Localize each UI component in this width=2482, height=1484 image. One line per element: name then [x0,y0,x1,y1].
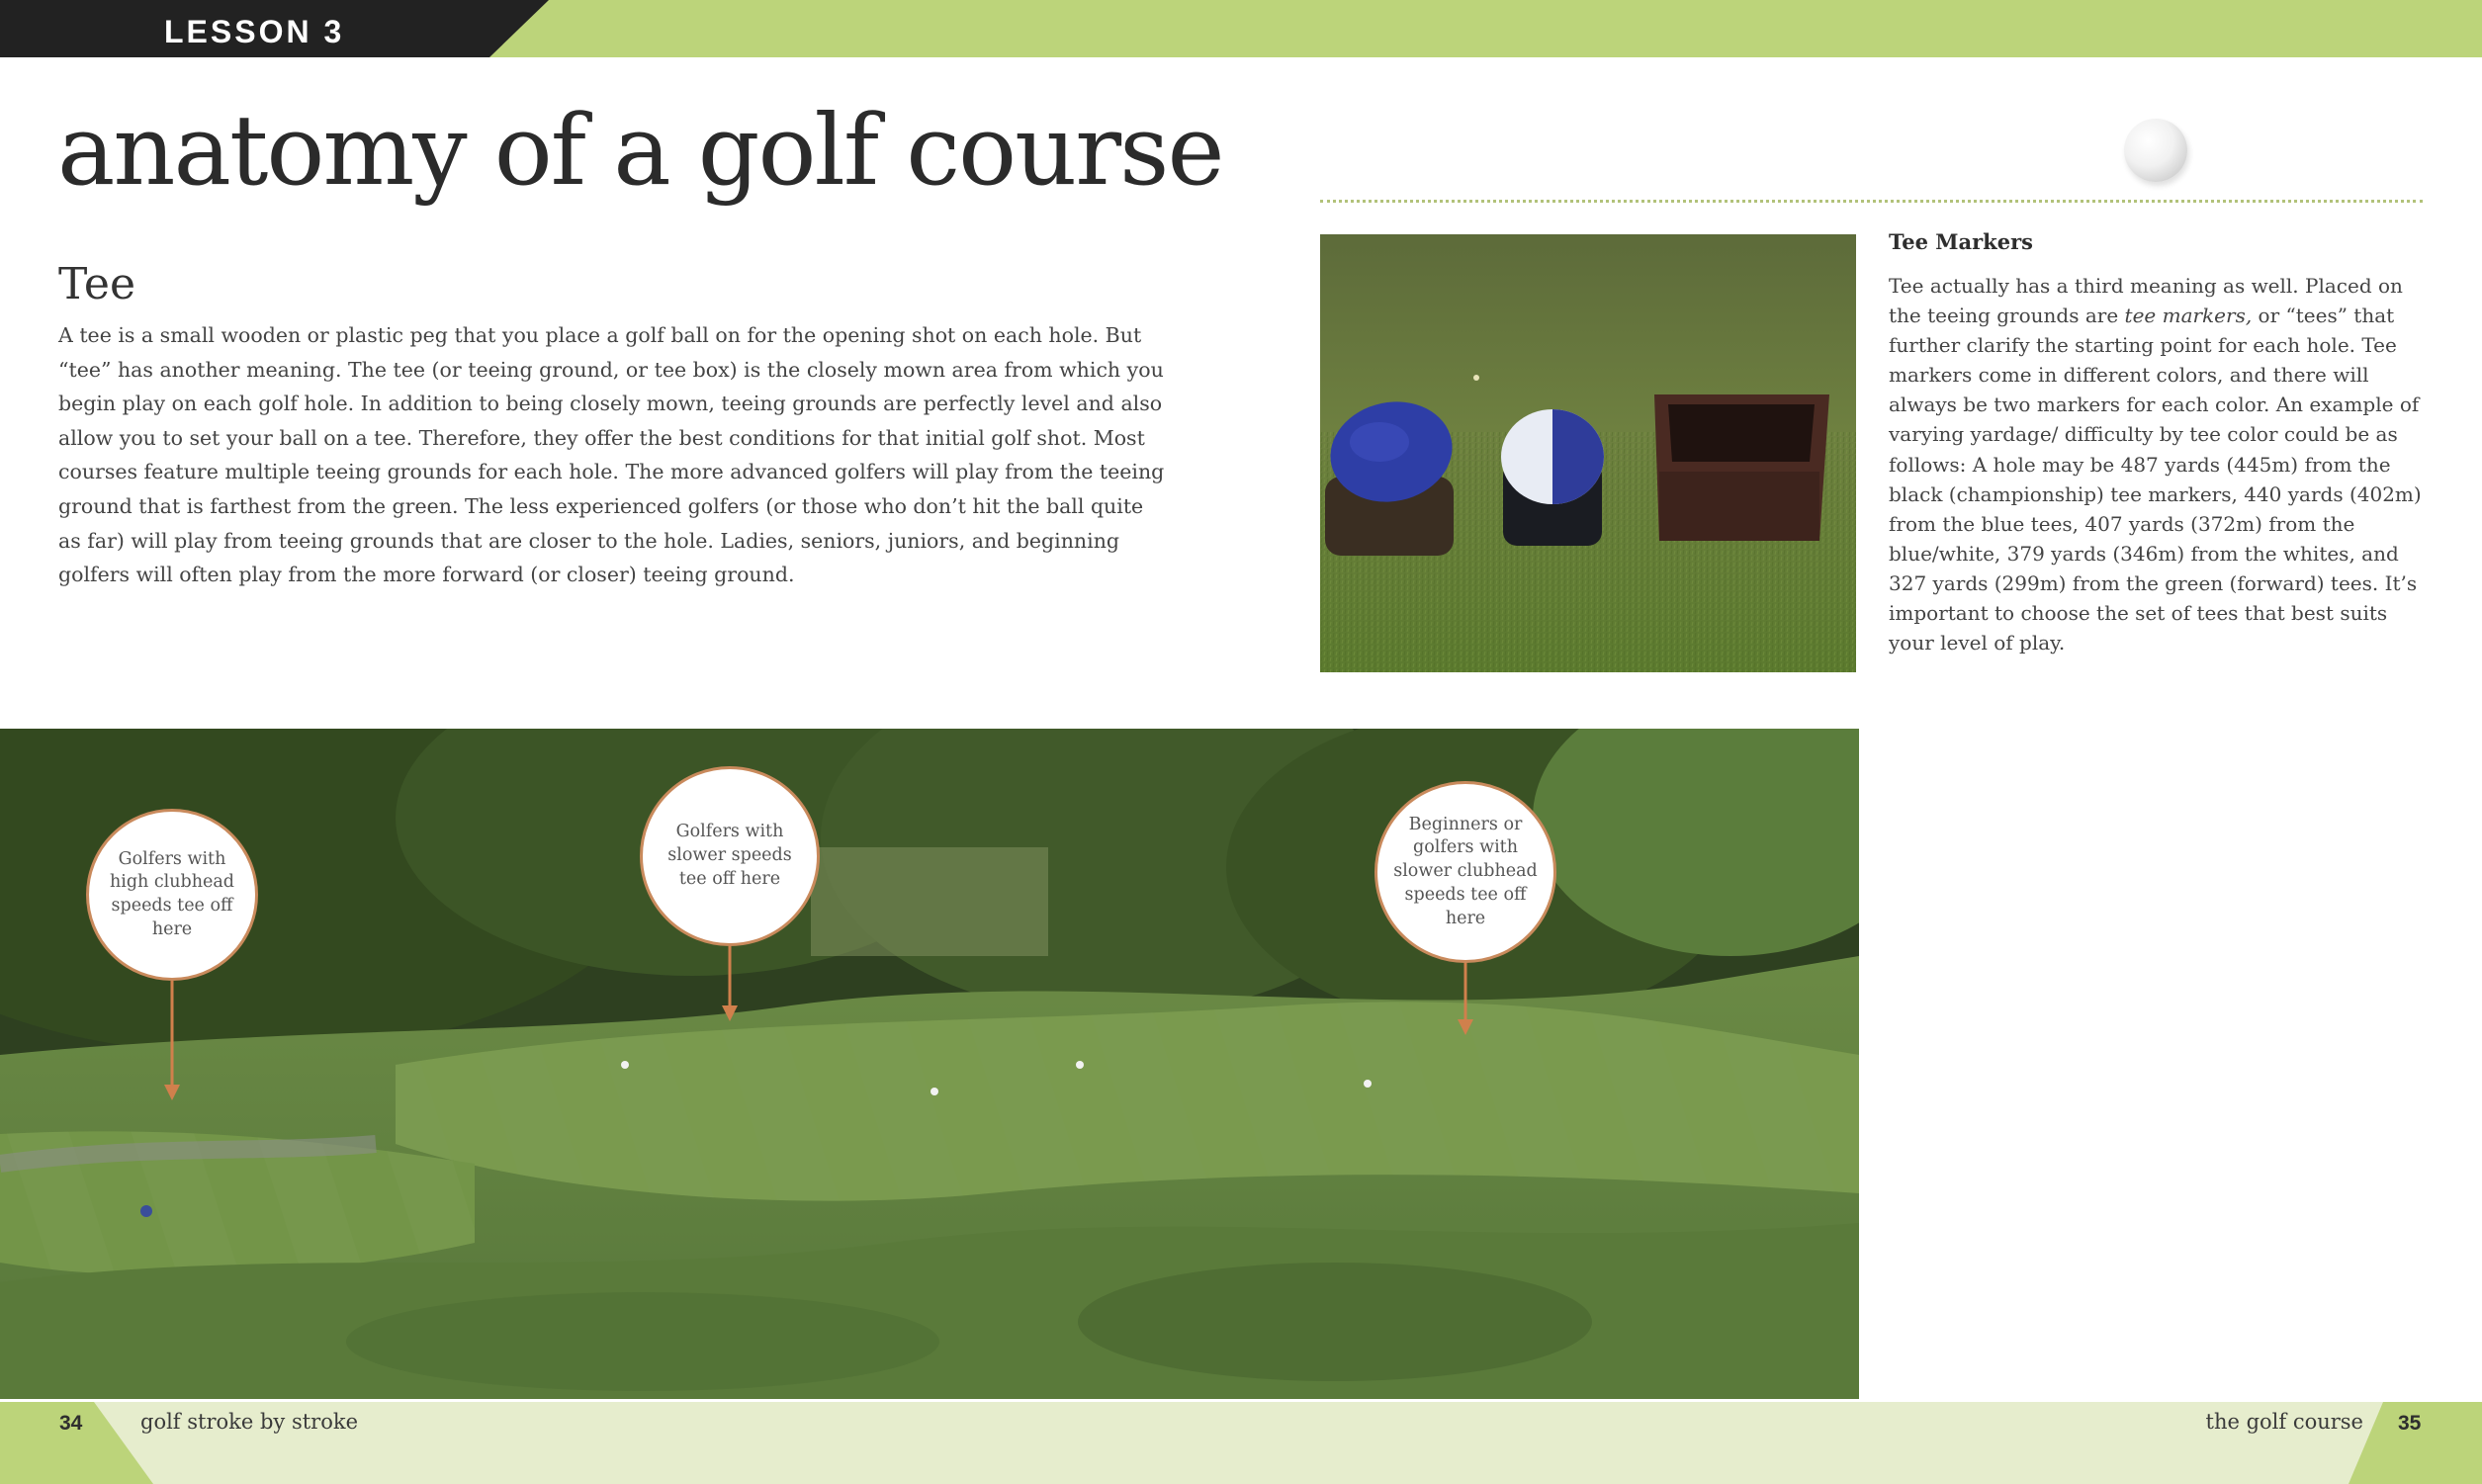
tee-markers-body-text [1889,271,2428,657]
callout-high-speed [86,809,258,981]
dotted-divider [1320,200,2423,203]
footer-book-title: golf stroke by stroke [140,1410,359,1434]
page-title: anatomy of a golf course [57,95,1223,208]
footer-band [0,1402,2482,1484]
page-number-right: 35 [2398,1412,2422,1435]
tee-heading: Tee [58,259,136,309]
tee-markers-heading: Tee Markers [1889,229,2033,254]
tee-markers-text-a: Tee actually has a third meaning as well. Placed on the teeing grounds are [1889,274,2403,328]
golf-ball-icon [2124,119,2187,182]
callout-slower-speed-text: Golfers with slower speeds tee off here [667,822,792,889]
callout-beginners-text: Beginners or golfers with slower clubhead speeds tee off here [1393,814,1538,928]
lesson-label: LESSON 3 [164,14,345,49]
tee-markers-photo [1320,234,1856,672]
tee-markers-text-b: or “tees” that further clarify the starting point for each hole. Tee markers come in different colors, and there will always be two markers for each color. An example of varying yardage/ difficulty by tee color could be as follows: A hole may be 487 yards (445m) from the black (championship) tee markers, 440 yards (402m) from the blue tees, 407 yards (372m) from the blue/white, 379 yards (346m) from the whites, and 327 yards (299m) from the green (forward) tees. It’s important to choose the set of tees that best suits your level of play. [1889,304,2422,655]
callout-slower-speed [640,766,820,946]
footer-chapter-title: the golf course [2205,1410,2363,1434]
tee-markers-italic-term: tee markers, [2124,304,2253,328]
callout-beginners [1374,781,1556,963]
callout-high-speed-text: Golfers with high clubhead speeds tee off here [109,848,235,939]
tee-body-text: A tee is a small wooden or plastic peg that you place a golf ball on for the opening shot on each hole. But “tee” has another meaning. The tee (or teeing ground, or tee box) is the closely mown area from which you begin play on each golf hole. In addition to being closely mown, teeing grounds are perfectly level and also allow you to set your ball on a tee. Therefore, they offer the best conditions for that initial golf shot. Most courses feature multiple teeing grounds for each hole. The more advanced golfers will play from the teeing ground that is farthest from the green. The less experienced golfers (or those who don’t hit the ball quite as far) will play from teeing grounds that are closer to the hole. Ladies, seniors, juniors, and beginning golfers will often play from the more forward (or closer) teeing ground. [58,323,1165,587]
golf-course-photo [0,729,1859,1399]
page-number-left: 34 [59,1412,83,1435]
